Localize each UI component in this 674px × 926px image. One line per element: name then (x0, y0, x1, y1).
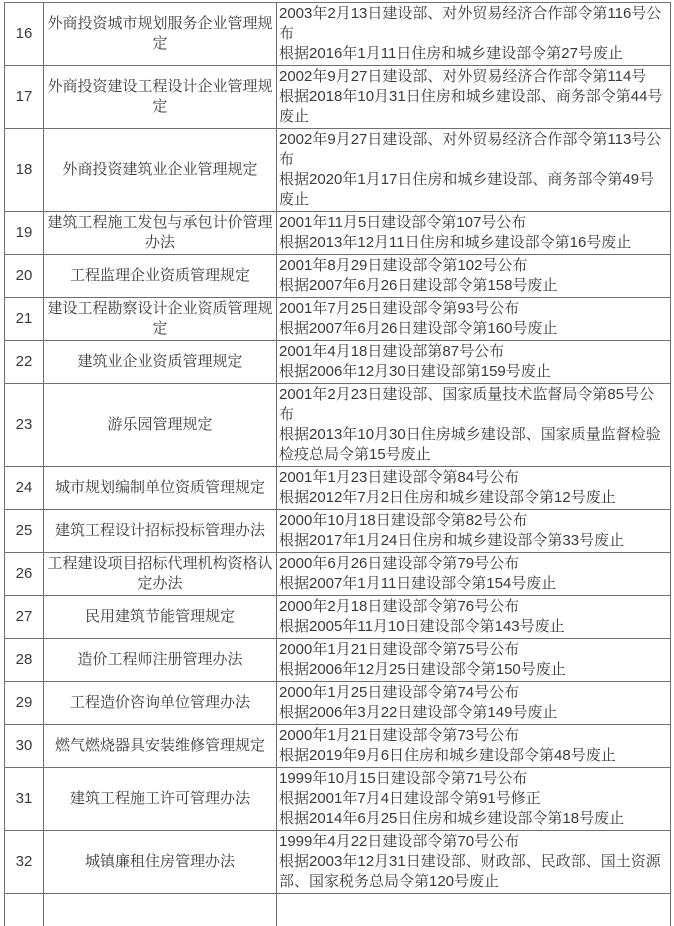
history-line: 2001年1月23日建设部令第84号公布 (279, 468, 668, 488)
regulation-history-cell (277, 3, 671, 66)
history-line: 根据2020年1月17日住房和城乡建设部、商务部令第49号废止 (279, 170, 668, 210)
history-line: 2001年7月25日建设部令第93号公布 (279, 299, 668, 319)
history-line: 2002年9月27日建设部、对外贸易经济合作部令第113号公布 (279, 130, 668, 170)
row-number-cell: 31 (5, 768, 44, 831)
history-line: 根据2006年12月25日建设部令第150号废止 (279, 660, 668, 680)
table-row (5, 3, 671, 66)
regulations-table (4, 2, 671, 926)
history-line: 1999年4月22日建设部令第70号公布 (279, 832, 668, 852)
regulation-history-cell (277, 639, 671, 682)
table-row (5, 831, 671, 894)
table-row (5, 384, 671, 467)
row-number-cell: 24 (5, 467, 44, 510)
history-line: 根据2001年7月4日建设部令第91号修正 (279, 789, 668, 809)
history-line: 2000年10月18日建设部令第82号公布 (279, 511, 668, 531)
row-number-cell: 21 (5, 298, 44, 341)
history-line: 根据2013年12月11日住房和城乡建设部令第16号废止 (279, 233, 668, 253)
history-line: 2000年1月21日建设部令第75号公布 (279, 640, 668, 660)
history-line: 2001年11月5日建设部令第107号公布 (279, 213, 668, 233)
regulations-table-body (5, 3, 671, 926)
history-line: 根据2007年1月11日建设部令第154号废止 (279, 574, 668, 594)
document-page (0, 2, 674, 802)
table-row (5, 467, 671, 510)
regulation-history-cell (277, 341, 671, 384)
regulation-name-cell: 城市规划编制单位资质管理规定 (44, 467, 277, 510)
table-row (5, 682, 671, 725)
regulation-name-cell: 游乐园管理规定 (44, 384, 277, 467)
table-row (5, 725, 671, 768)
history-line: 2002年9月27日建设部、对外贸易经济合作部令第114号 (279, 67, 668, 87)
regulation-name-cell: 民用建筑节能管理规定 (44, 596, 277, 639)
history-line: 根据2014年6月25日住房和城乡建设部令第18号废止 (279, 809, 668, 829)
row-number-cell: 32 (5, 831, 44, 894)
regulation-history-cell (277, 255, 671, 298)
regulation-history-cell (277, 768, 671, 831)
regulation-history-cell (277, 384, 671, 467)
row-number-cell (5, 894, 44, 926)
regulation-history-cell (277, 553, 671, 596)
row-number-cell: 17 (5, 66, 44, 129)
regulation-name-cell: 工程造价咨询单位管理办法 (44, 682, 277, 725)
regulation-history-cell (277, 212, 671, 255)
history-line: 2003年2月13日建设部、对外贸易经济合作部令第116号公布 (279, 4, 668, 44)
regulation-history-cell (277, 596, 671, 639)
row-number-cell: 16 (5, 3, 44, 66)
table-row (5, 212, 671, 255)
table-row (5, 66, 671, 129)
regulation-name-cell: 建设工程勘察设计企业资质管理规定 (44, 298, 277, 341)
regulation-history-cell (277, 725, 671, 768)
row-number-cell: 29 (5, 682, 44, 725)
table-row-partial (5, 894, 671, 926)
history-line: 根据2007年6月26日建设部令第160号废止 (279, 319, 668, 339)
regulation-name-cell: 城镇廉租住房管理办法 (44, 831, 277, 894)
regulation-name-cell: 建筑业企业资质管理规定 (44, 341, 277, 384)
history-line: 根据2017年1月24日住房和城乡建设部令第33号废止 (279, 531, 668, 551)
history-line: 根据2006年3月22日建设部令第149号废止 (279, 703, 668, 723)
regulation-name-cell: 工程建设项目招标代理机构资格认定办法 (44, 553, 277, 596)
history-line: 2000年1月21日建设部令第73号公布 (279, 726, 668, 746)
history-line: 2000年1月25日建设部令第74号公布 (279, 683, 668, 703)
table-row (5, 768, 671, 831)
regulation-name-cell: 建筑工程设计招标投标管理办法 (44, 510, 277, 553)
regulation-history-cell (277, 894, 671, 926)
regulation-name-cell: 造价工程师注册管理办法 (44, 639, 277, 682)
history-line: 2001年4月18日建设部第87号公布 (279, 342, 668, 362)
history-line: 2001年8月29日建设部令第102号公布 (279, 256, 668, 276)
regulation-name-cell (44, 894, 277, 926)
row-number-cell: 25 (5, 510, 44, 553)
table-row (5, 341, 671, 384)
regulation-name-cell: 建筑工程施工发包与承包计价管理办法 (44, 212, 277, 255)
regulation-history-cell (277, 682, 671, 725)
history-line: 根据2018年10月31日住房和城乡建设部、商务部令第44号废止 (279, 87, 668, 127)
history-line: 根据2016年1月11日住房和城乡建设部令第27号废止 (279, 44, 668, 64)
history-line: 根据2005年11月10日建设部令第143号废止 (279, 617, 668, 637)
regulation-history-cell (277, 467, 671, 510)
regulation-history-cell (277, 66, 671, 129)
history-line: 1999年10月15日建设部令第71号公布 (279, 769, 668, 789)
table-row (5, 298, 671, 341)
regulation-name-cell: 工程监理企业资质管理规定 (44, 255, 277, 298)
row-number-cell: 27 (5, 596, 44, 639)
regulation-history-cell (277, 510, 671, 553)
history-line: 2000年2月18日建设部令第76号公布 (279, 597, 668, 617)
regulation-name-cell: 燃气燃烧器具安装维修管理规定 (44, 725, 277, 768)
regulation-name-cell: 外商投资建筑业企业管理规定 (44, 129, 277, 212)
regulation-history-cell (277, 831, 671, 894)
regulation-history-cell (277, 298, 671, 341)
row-number-cell: 18 (5, 129, 44, 212)
history-line: 根据2003年12月31日建设部、财政部、民政部、国土资源部、国家税务总局令第120号废止 (279, 852, 668, 892)
table-row (5, 639, 671, 682)
table-row (5, 129, 671, 212)
history-line: 根据2006年12月30日建设部第159号废止 (279, 362, 668, 382)
row-number-cell: 20 (5, 255, 44, 298)
table-row (5, 553, 671, 596)
table-row (5, 596, 671, 639)
table-row (5, 255, 671, 298)
row-number-cell: 23 (5, 384, 44, 467)
history-line: 2001年2月23日建设部、国家质量技术监督局令第85号公布 (279, 385, 668, 425)
regulation-history-cell (277, 129, 671, 212)
regulation-name-cell: 外商投资城市规划服务企业管理规定 (44, 3, 277, 66)
table-row (5, 510, 671, 553)
history-line: 根据2007年6月26日建设部令第158号废止 (279, 276, 668, 296)
row-number-cell: 30 (5, 725, 44, 768)
history-line: 根据2019年9月6日住房和城乡建设部令第48号废止 (279, 746, 668, 766)
row-number-cell: 22 (5, 341, 44, 384)
row-number-cell: 26 (5, 553, 44, 596)
history-line: 根据2013年10月30日住房城乡建设部、国家质量监督检验检疫总局令第15号废止 (279, 425, 668, 465)
history-line: 根据2012年7月2日住房和城乡建设部令第12号废止 (279, 488, 668, 508)
regulation-name-cell: 建筑工程施工许可管理办法 (44, 768, 277, 831)
history-line: 2000年6月26日建设部令第79号公布 (279, 554, 668, 574)
row-number-cell: 19 (5, 212, 44, 255)
row-number-cell: 28 (5, 639, 44, 682)
regulation-name-cell: 外商投资建设工程设计企业管理规定 (44, 66, 277, 129)
